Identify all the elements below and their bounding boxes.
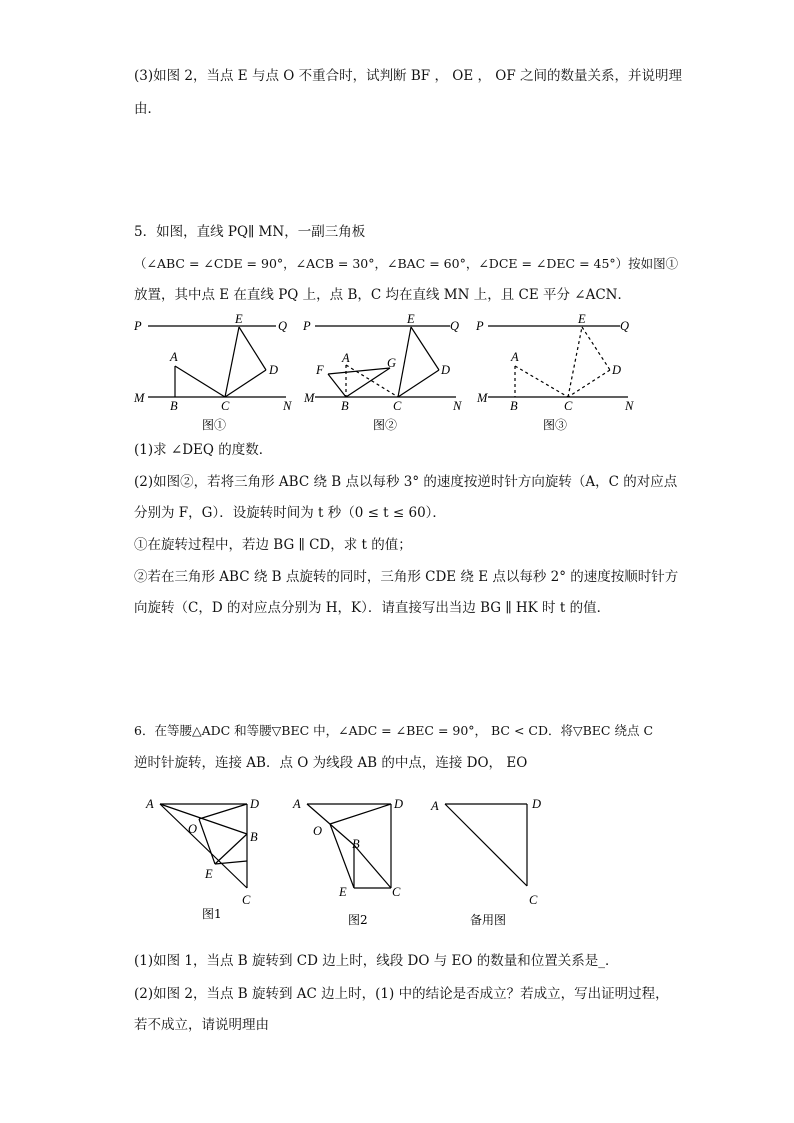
q5-fig1-label-d: D [269,363,279,377]
q6-fig1-label-d: D [250,797,260,811]
q6-part2-line2: 若不成立，请说明理由 [134,1017,269,1033]
q6-fig2-label-c: C [392,885,401,899]
q6-fig2-label-o: O [313,824,323,838]
q5-fig3-label-q: Q [620,319,630,333]
q5-fig3-label-n: N [625,399,634,413]
q5-fig3-label-m: M [477,391,488,405]
q6-fig3-label-c: C [529,893,538,907]
q5-fig2-label-d: D [441,363,451,377]
q4-part3-line1: (3)如图 2，当点 E 与点 O 不重合时，试判断 BF ， OE ， OF 之间的数量关系，并说明理 [134,68,682,84]
q5-fig1-label-m: M [134,391,145,405]
q5-fig1-caption: 图① [202,418,227,432]
q5-fig1-label-e: E [235,312,243,326]
q6-fig3-label-d: D [532,797,542,811]
q5-fig3-label-a: A [511,350,519,364]
q5-part1: (1)求 ∠DEQ 的度数． [134,442,273,458]
q5-fig1-label-p: P [134,319,142,333]
q5-fig2-label-b: B [341,399,349,413]
q5-fig2-label-m: M [304,391,315,405]
q5-fig2-label-g: G [387,356,397,370]
q5-line3: 放置，其中点 E 在直线 PQ 上，点 B，C 均在直线 MN 上，且 CE 平分 ∠ACN． [134,287,631,303]
q6-fig1-label-o: O [188,822,198,836]
q5-fig2-label-q: Q [450,319,460,333]
q5-fig1-label-a: A [170,350,178,364]
q5-fig3-caption: 图③ [543,418,568,432]
q5-fig2-label-p: P [303,319,311,333]
q6-fig1-caption: 图1 [202,907,222,921]
q5-fig3-label-c: C [564,399,573,413]
q6-line2: 逆时针旋转，连接 AB．点 O 为线段 AB 的中点，连接 DO， EO [134,755,528,771]
q5-sub2-line2: 向旋转（C，D 的对应点分别为 H，K）．请直接写出当边 BG ∥ HK 时 t 的值． [134,600,611,616]
q6-line1: 6．在等腰△ADC 和等腰▽BEC 中，∠ADC = ∠BEC = 90°， BC < CD．将▽BEC 绕点 C [134,723,654,738]
q5-sub2-line1: ②若在三角形 ABC 绕 B 点旋转的同时，三角形 CDE 绕 E 点以每秒 2° 的速度按顺时针方 [134,569,679,585]
q6-fig3-label-a: A [431,799,439,813]
q6-part2-line1: (2)如图 2，当点 B 旋转到 AC 边上时，(1) 中的结论是否成立？若成立，写出证明过程， [134,986,669,1002]
q5-sub1: ①在旋转过程中，若边 BG ∥ CD，求 t 的值； [134,537,412,553]
q5-line1: 5．如图，直线 PQ∥ MN，一副三角板 [134,224,366,240]
q4-part3-line2: 由． [134,101,161,117]
q6-fig3-caption: 备用图 [470,913,507,927]
q5-figures [128,310,648,438]
q5-part2-line1: (2)如图②，若将三角形 ABC 绕 B 点以每秒 3° 的速度按逆时针方向旋转（A，C 的对应点 [134,474,678,490]
q5-fig2-label-c: C [393,399,402,413]
q5-fig2-label-a: A [342,351,350,365]
q6-fig1-label-a: A [146,797,154,811]
q5-fig1-label-c: C [221,399,230,413]
q6-fig1-label-c: C [242,893,251,907]
q6-fig2-label-d: D [394,797,404,811]
q6-fig1-label-e: E [205,867,213,881]
q6-fig2-label-e: E [339,885,347,899]
q5-fig1-label-b: B [170,399,178,413]
q6-figures [140,788,560,930]
q5-part2-line2: 分别为 F，G）．设旋转时间为 t 秒（0 ≤ t ≤ 60）． [134,505,446,521]
q5-fig3-label-e: E [578,312,586,326]
q6-fig1-label-b: B [250,830,258,844]
q6-part1: (1)如图 1，当点 B 旋转到 CD 边上时，线段 DO 与 EO 的数量和位置关系是_． [134,953,619,969]
q5-fig2-label-e: E [407,312,415,326]
q5-fig2-label-n: N [453,399,462,413]
q5-fig2-caption: 图② [373,418,398,432]
q5-fig2-label-f: F [316,363,324,377]
q6-fig2-label-a: A [293,797,301,811]
q6-fig2-caption: 图2 [348,913,368,927]
q5-fig3-label-p: P [476,319,484,333]
q6-fig2-label-b: B [352,837,360,851]
q5-fig3-label-b: B [510,399,518,413]
q5-fig1-label-n: N [283,399,292,413]
q5-fig1-label-q: Q [278,319,288,333]
q5-line2: （∠ABC = ∠CDE = 90°，∠ACB = 30°，∠BAC = 60°，∠DCE = ∠DEC = 45°）按如图① [134,256,679,271]
q5-fig3-label-d: D [612,363,622,377]
